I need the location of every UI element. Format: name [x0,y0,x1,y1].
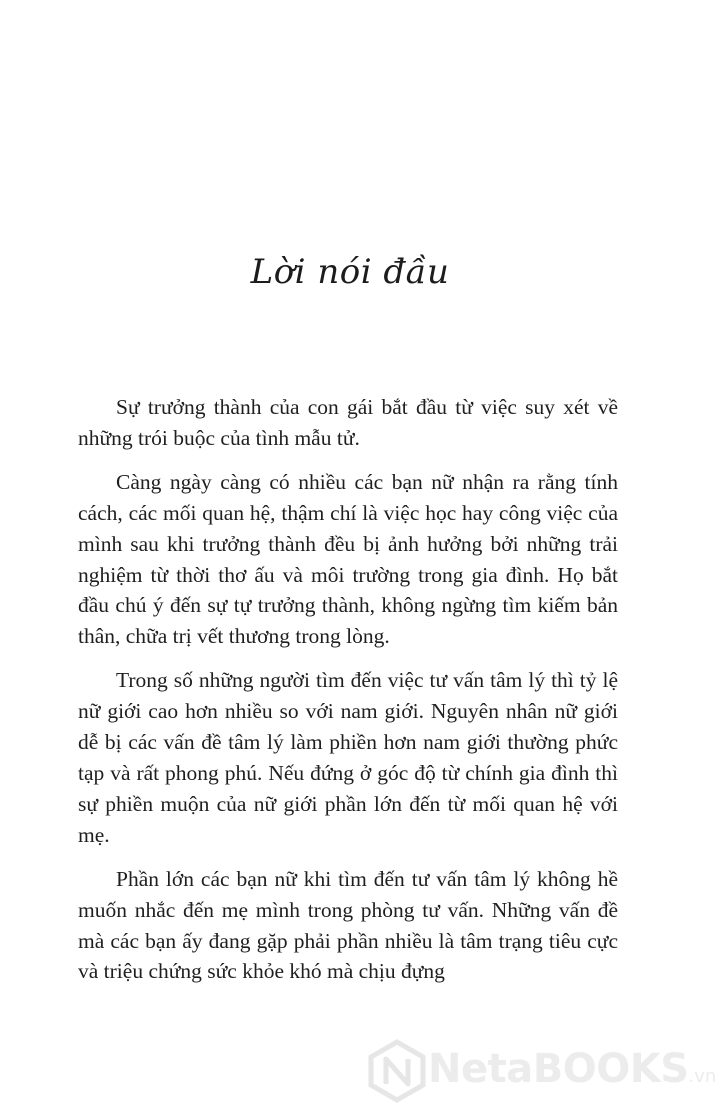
netabooks-logo-icon [368,1040,426,1102]
watermark-text [428,1046,716,1092]
watermark-suffix: .vn [688,1066,716,1087]
paragraph-1: Sự trưởng thành của con gái bắt đầu từ việc suy xét về những trói buộc của tình mẫu tử. [78,395,618,450]
paragraph-3: Trong số những người tìm đến việc tư vấn tâm lý thì tỷ lệ nữ giới cao hơn nhiều so với nam giới. Nguyên nhân nữ giới dễ bị các vấn đề tâm lý làm phiền hơn nam giới thường phức tạp và rất phong phú. Nếu đứng ở góc độ từ chính gia đình thì sự phiền muộn của nữ giới phần lớn đến từ mối quan hệ với mẹ. [78,668,618,847]
watermark [368,1040,716,1100]
chapter-heading: Lời nói đầu [250,252,450,292]
paragraph-2: Càng ngày càng có nhiều các bạn nữ nhận ra rằng tính cách, các mối quan hệ, thậm chí là việc học hay công việc của mình sau khi trưởng thành đều bị ảnh hưởng bởi những trải nghiệm từ thời thơ ấu và môi trường trong gia đình. Họ bắt đầu chú ý đến sự tự trưởng thành, không ngừng tìm kiếm bản thân, chữa trị vết thương trong lòng. [78,469,618,649]
paragraph-4: Phần lớn các bạn nữ khi tìm đến tư vấn tâm lý không hề muốn nhắc đến mẹ mình trong phòng tư vấn. Những vấn đề mà các bạn ấy đang gặp phải phần nhiều là tâm trạng tiêu cực và triệu chứng sức khỏe khó mà chịu đựng [78,866,618,984]
body-text [78,392,618,1000]
watermark-brand: NetaBOOKS [428,1046,689,1092]
